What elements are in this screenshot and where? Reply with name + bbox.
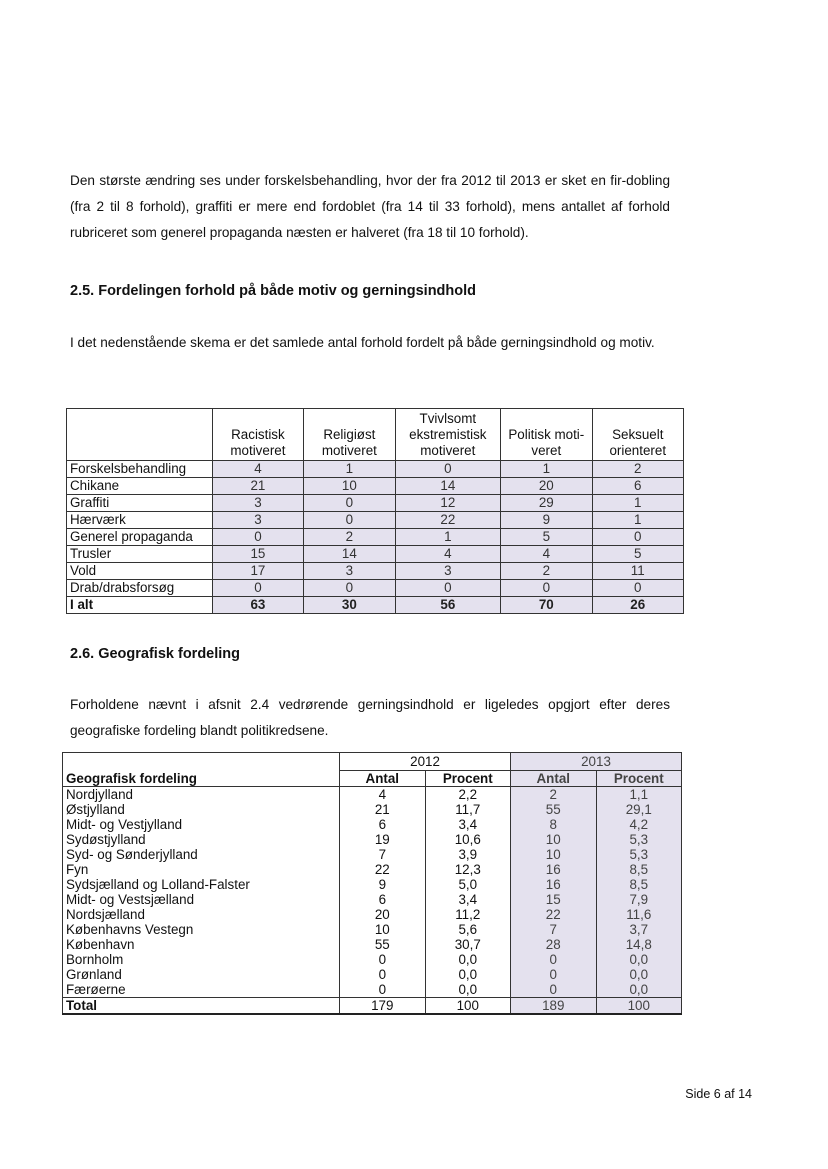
antal-2013-cell: 0	[511, 967, 596, 982]
motive-row-label: Chikane	[67, 478, 213, 495]
motive-cell: 0	[501, 580, 592, 597]
geo-label-header: Geografisk fordeling	[63, 771, 340, 787]
antal-2012-cell: 4	[340, 787, 425, 803]
motive-row	[67, 512, 684, 529]
motive-row	[67, 478, 684, 495]
procent-2013-cell: 4,2	[596, 817, 682, 832]
procent-2013-cell: 5,3	[596, 832, 682, 847]
motive-row-label: Forskelsbehandling	[67, 461, 213, 478]
procent-2012-cell: 3,4	[425, 817, 510, 832]
geo-row-label: Nordjylland	[63, 787, 340, 803]
procent-2013-cell: 7,9	[596, 892, 682, 907]
procent-2012-cell: 2,2	[425, 787, 510, 803]
motive-cell: 1	[395, 529, 501, 546]
procent-2012-cell: 3,9	[425, 847, 510, 862]
antal-2013-cell: 0	[511, 952, 596, 967]
motive-row-label: Drab/drabsforsøg	[67, 580, 213, 597]
motive-cell: 2	[592, 461, 683, 478]
geo-row-label: Total	[63, 998, 340, 1015]
procent-2013-cell: 8,5	[596, 862, 682, 877]
geography-table-body	[63, 787, 682, 1015]
geo-row-label: Midt- og Vestsjælland	[63, 892, 340, 907]
antal-2012-cell: 22	[340, 862, 425, 877]
geo-total-row	[63, 998, 682, 1015]
geo-row	[63, 847, 682, 862]
motive-cell: 11	[592, 563, 683, 580]
geo-row-label: Midt- og Vestjylland	[63, 817, 340, 832]
motive-cell: 9	[501, 512, 592, 529]
motive-row-label: Vold	[67, 563, 213, 580]
procent-2013-cell: 3,7	[596, 922, 682, 937]
antal-2012-cell: 7	[340, 847, 425, 862]
antal-2012-cell: 6	[340, 892, 425, 907]
page-number: Side 6 af 14	[685, 1087, 752, 1101]
motive-cell: 12	[395, 495, 501, 512]
motive-row	[67, 529, 684, 546]
motive-cell: 0	[304, 495, 395, 512]
motive-cell: 2	[501, 563, 592, 580]
year-2013-header: 2013	[511, 753, 682, 771]
col-header-politisk: Politisk moti-veret	[501, 409, 592, 461]
motive-row	[67, 461, 684, 478]
antal-2012-cell: 20	[340, 907, 425, 922]
motive-row	[67, 563, 684, 580]
antal-2012-cell: 10	[340, 922, 425, 937]
procent-2013-cell: 0,0	[596, 982, 682, 998]
motive-row-label: Hærværk	[67, 512, 213, 529]
motive-cell: 20	[501, 478, 592, 495]
motive-cell: 10	[304, 478, 395, 495]
procent-2012-cell: 5,0	[425, 877, 510, 892]
antal-2013-cell: 0	[511, 982, 596, 998]
antal-2012-cell: 179	[340, 998, 425, 1015]
motive-total-row	[67, 597, 684, 614]
motive-cell: 3	[212, 495, 303, 512]
procent-2012-cell: 0,0	[425, 952, 510, 967]
motive-cell: 29	[501, 495, 592, 512]
motive-cell: 0	[212, 529, 303, 546]
motive-cell: 1	[501, 461, 592, 478]
motive-cell: 0	[395, 461, 501, 478]
antal-2012-cell: 0	[340, 982, 425, 998]
motive-row-label: Graffiti	[67, 495, 213, 512]
motive-cell: 2	[304, 529, 395, 546]
procent-2012-cell: 11,7	[425, 802, 510, 817]
motive-cell: 14	[395, 478, 501, 495]
antal-2013-cell: 2	[511, 787, 596, 803]
antal-2013-cell: 16	[511, 862, 596, 877]
antal-2013-header: Antal	[511, 771, 596, 787]
motive-cell: 3	[304, 563, 395, 580]
geo-row-label: Grønland	[63, 967, 340, 982]
geo-row-label: Sydøstjylland	[63, 832, 340, 847]
procent-2013-cell: 14,8	[596, 937, 682, 952]
motive-cell: 56	[395, 597, 501, 614]
geo-row-label: Færøerne	[63, 982, 340, 998]
motive-cell: 21	[212, 478, 303, 495]
motive-cell: 1	[592, 495, 683, 512]
antal-2013-cell: 28	[511, 937, 596, 952]
procent-2012-cell: 3,4	[425, 892, 510, 907]
antal-2012-cell: 9	[340, 877, 425, 892]
procent-2013-cell: 100	[596, 998, 682, 1015]
antal-2012-header: Antal	[340, 771, 425, 787]
geo-row	[63, 817, 682, 832]
motive-cell: 26	[592, 597, 683, 614]
motive-row-label: Generel propaganda	[67, 529, 213, 546]
motive-cell: 0	[592, 529, 683, 546]
motive-cell: 3	[212, 512, 303, 529]
motive-row	[67, 546, 684, 563]
antal-2013-cell: 7	[511, 922, 596, 937]
geo-row-label: Nordsjælland	[63, 907, 340, 922]
antal-2012-cell: 6	[340, 817, 425, 832]
procent-2013-cell: 5,3	[596, 847, 682, 862]
geo-row	[63, 937, 682, 952]
motive-cell: 22	[395, 512, 501, 529]
intro-paragraph: Den største ændring ses under forskelsbehandling, hvor der fra 2012 til 2013 er sket en fir-dobling (fra 2 til 8 forhold), graffiti er mere end fordoblet (fra 14 til 33 forhold), mens antallet af forhold rubriceret som generel propaganda næsten er halveret (fra 18 til 10 forhold).	[70, 173, 670, 240]
col-header-racistisk: Racistisk motiveret	[212, 409, 303, 461]
motive-cell: 30	[304, 597, 395, 614]
antal-2013-cell: 15	[511, 892, 596, 907]
antal-2013-cell: 10	[511, 832, 596, 847]
antal-2013-cell: 55	[511, 802, 596, 817]
section-25-heading: 2.5. Fordelingen forhold på både motiv og gerningsindhold	[70, 283, 477, 299]
geo-row	[63, 892, 682, 907]
motive-cell: 63	[212, 597, 303, 614]
procent-2012-cell: 10,6	[425, 832, 510, 847]
motive-table-corner	[67, 409, 213, 461]
antal-2012-cell: 55	[340, 937, 425, 952]
motive-row-label: I alt	[67, 597, 213, 614]
geography-table	[62, 752, 682, 1015]
antal-2012-cell: 0	[340, 967, 425, 982]
col-header-religioest: Religiøst motiveret	[304, 409, 395, 461]
geo-row-label: Sydsjælland og Lolland-Falster	[63, 877, 340, 892]
motive-cell: 14	[304, 546, 395, 563]
motive-row	[67, 495, 684, 512]
motive-cell: 5	[501, 529, 592, 546]
year-2012-header: 2012	[340, 753, 511, 771]
antal-2013-cell: 16	[511, 877, 596, 892]
procent-2013-cell: 8,5	[596, 877, 682, 892]
geo-row	[63, 787, 682, 803]
geo-row-label: Fyn	[63, 862, 340, 877]
procent-2012-cell: 0,0	[425, 982, 510, 998]
motive-cell: 17	[212, 563, 303, 580]
procent-2013-cell: 1,1	[596, 787, 682, 803]
procent-2012-cell: 5,6	[425, 922, 510, 937]
geo-row-label: København	[63, 937, 340, 952]
procent-2013-header: Procent	[596, 771, 682, 787]
col-header-seksuelt: Seksuelt orienteret	[592, 409, 683, 461]
geo-row-label: Syd- og Sønderjylland	[63, 847, 340, 862]
procent-2012-cell: 0,0	[425, 967, 510, 982]
motive-cell: 0	[304, 512, 395, 529]
col-header-tvivlsomt: Tvivlsomt ekstremistisk motiveret	[395, 409, 501, 461]
motive-cell: 0	[304, 580, 395, 597]
motive-cell: 3	[395, 563, 501, 580]
procent-2012-cell: 100	[425, 998, 510, 1015]
motive-table-body	[67, 461, 684, 614]
motive-cell: 70	[501, 597, 592, 614]
geo-row	[63, 877, 682, 892]
motive-cell: 4	[212, 461, 303, 478]
motive-cell: 0	[592, 580, 683, 597]
motive-cell: 5	[592, 546, 683, 563]
procent-2012-cell: 11,2	[425, 907, 510, 922]
motive-row	[67, 580, 684, 597]
geo-row	[63, 982, 682, 998]
section-25-paragraph: I det nedenstående skema er det samlede antal forhold fordelt på både gerningsindhold og motiv.	[70, 335, 655, 350]
section-26-heading: 2.6. Geografisk fordeling	[70, 646, 241, 662]
geo-row	[63, 832, 682, 847]
geo-row-label: Københavns Vestegn	[63, 922, 340, 937]
procent-2013-cell: 11,6	[596, 907, 682, 922]
procent-2013-cell: 0,0	[596, 967, 682, 982]
antal-2012-cell: 19	[340, 832, 425, 847]
antal-2013-cell: 10	[511, 847, 596, 862]
procent-2012-header: Procent	[425, 771, 510, 787]
geo-row	[63, 967, 682, 982]
procent-2013-cell: 29,1	[596, 802, 682, 817]
motive-cell: 15	[212, 546, 303, 563]
geo-row	[63, 922, 682, 937]
geo-row-label: Østjylland	[63, 802, 340, 817]
motive-cell: 1	[304, 461, 395, 478]
motive-cell: 4	[501, 546, 592, 563]
motive-cell: 4	[395, 546, 501, 563]
antal-2012-cell: 21	[340, 802, 425, 817]
geo-row	[63, 952, 682, 967]
section-26-paragraph: Forholdene nævnt i afsnit 2.4 vedrørende gerningsindhold er ligeledes opgjort efter deres geografiske fordeling blandt politikredsene.	[70, 697, 670, 738]
antal-2013-cell: 22	[511, 907, 596, 922]
geo-row	[63, 862, 682, 877]
motive-row-label: Trusler	[67, 546, 213, 563]
procent-2013-cell: 0,0	[596, 952, 682, 967]
motive-cell: 1	[592, 512, 683, 529]
geo-row	[63, 802, 682, 817]
antal-2013-cell: 8	[511, 817, 596, 832]
motive-cell: 0	[395, 580, 501, 597]
geo-row-label: Bornholm	[63, 952, 340, 967]
geo-table-corner	[63, 753, 340, 771]
motive-cell: 0	[212, 580, 303, 597]
antal-2012-cell: 0	[340, 952, 425, 967]
procent-2012-cell: 12,3	[425, 862, 510, 877]
geo-row	[63, 907, 682, 922]
antal-2013-cell: 189	[511, 998, 596, 1015]
procent-2012-cell: 30,7	[425, 937, 510, 952]
motive-table	[66, 408, 684, 614]
motive-cell: 6	[592, 478, 683, 495]
